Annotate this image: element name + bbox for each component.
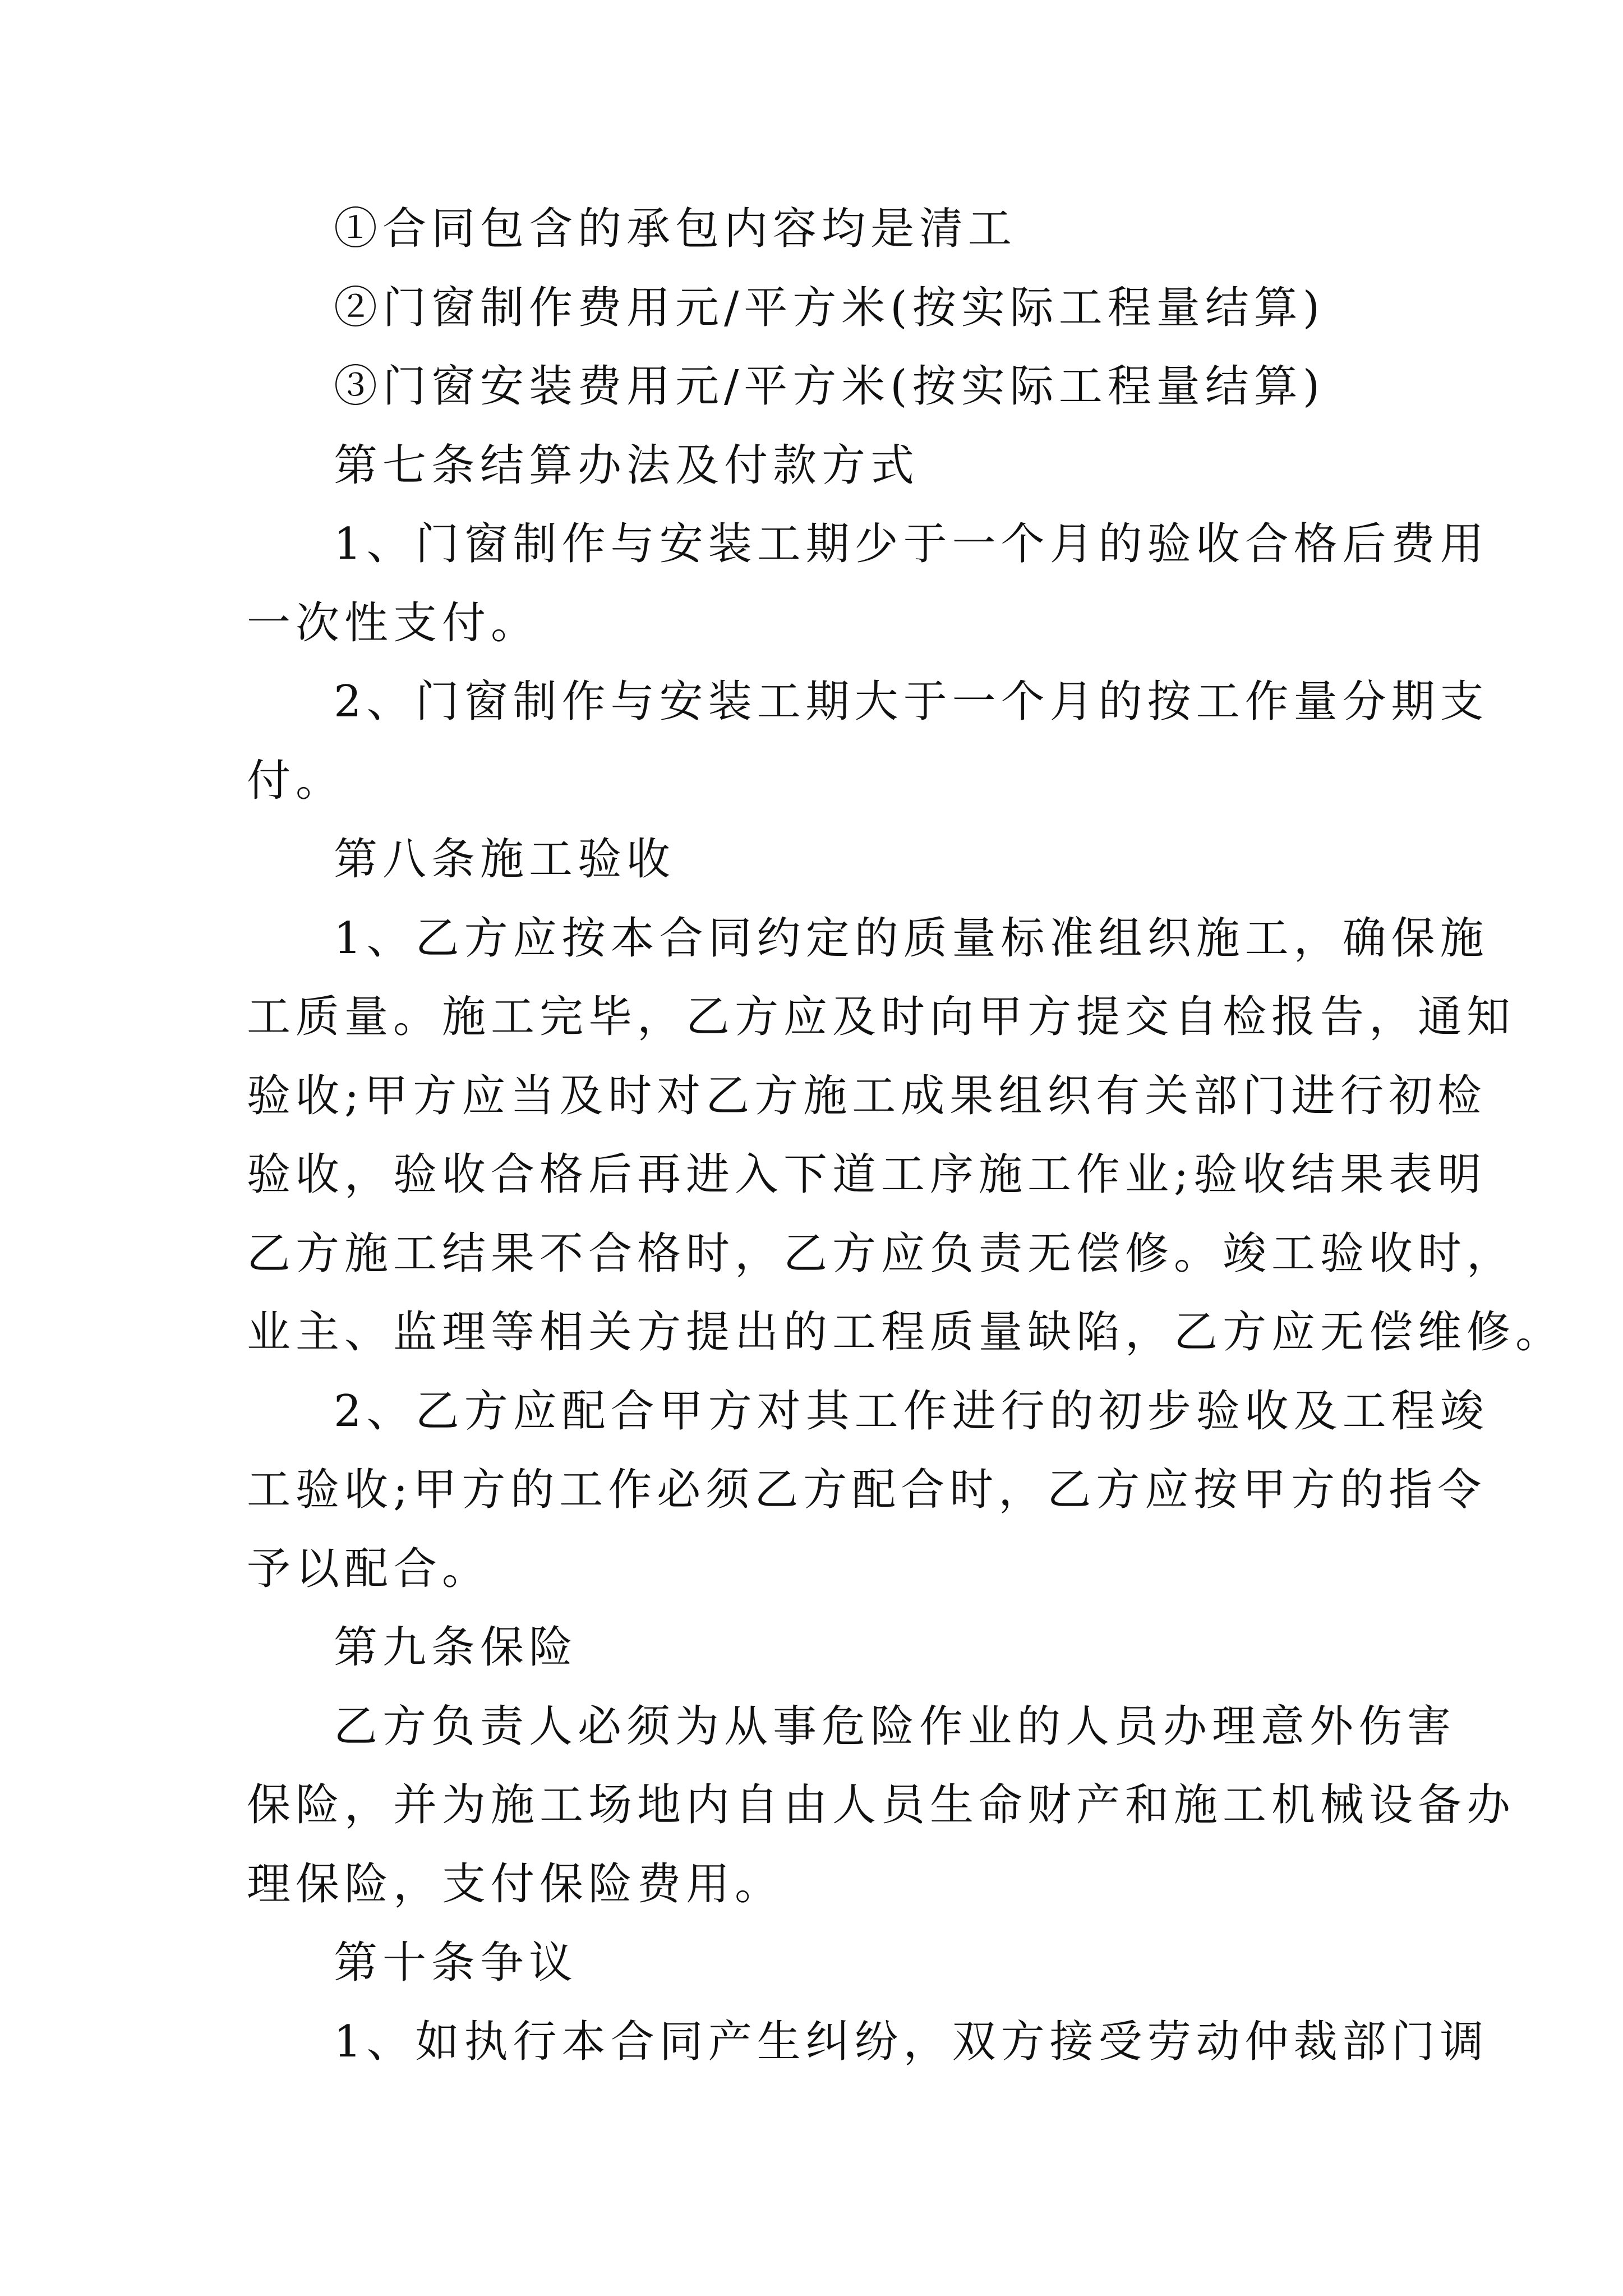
- document-body: [247, 190, 1565, 2081]
- section-heading: 第九条保险: [334, 1622, 578, 1673]
- text-line: 付。: [247, 755, 345, 806]
- text-line: 1、门窗制作与安装工期少于一个月的验收合格后费用: [334, 519, 1489, 569]
- text-line: 验收;甲方应当及时对乙方施工成果组织有关部门进行初检: [247, 1070, 1487, 1121]
- text-line: 验收，验收合格后再进入下道工序施工作业;验收结果表明: [247, 1149, 1487, 1200]
- text-line: 乙方负责人必须为从事危险作业的人员办理意外伤害: [334, 1701, 1456, 1752]
- section-heading: 第八条施工验收: [334, 834, 676, 885]
- text-line: ①合同包含的承包内容均是清工: [334, 204, 1017, 254]
- text-line: 2、门窗制作与安装工期大于一个月的按工作量分期支: [334, 677, 1489, 727]
- text-line: 1、乙方应按本合同约定的质量标准组织施工，确保施: [334, 913, 1489, 964]
- text-line: 理保险，支付保险费用。: [247, 1858, 784, 1910]
- text-line: 一次性支付。: [247, 597, 540, 648]
- text-line: 工质量。施工完毕，乙方应及时向甲方提交自检报告，通知: [247, 992, 1516, 1042]
- text-line: 2、乙方应配合甲方对其工作进行的初步验收及工程竣: [334, 1386, 1489, 1437]
- text-line: 业主、监理等相关方提出的工程质量缺陷，乙方应无偿维修。: [247, 1307, 1565, 1358]
- text-line: 1、如执行本合同产生纠纷，双方接受劳动仲裁部门调: [334, 2016, 1489, 2067]
- text-line: 工验收;甲方的工作必须乙方配合时，乙方应按甲方的指令: [247, 1465, 1487, 1515]
- text-line: ③门窗安装费用元/平方米(按实际工程量结算): [334, 361, 1325, 412]
- text-line: 乙方施工结果不合格时，乙方应负责无偿修。竣工验收时，: [247, 1228, 1516, 1279]
- section-heading: 第七条结算办法及付款方式: [334, 440, 920, 491]
- section-heading: 第十条争议: [334, 1938, 578, 1988]
- text-line: ②门窗制作费用元/平方米(按实际工程量结算): [334, 282, 1325, 333]
- text-line: 予以配合。: [247, 1543, 491, 1594]
- text-line: 保险，并为施工场地内自由人员生命财产和施工机械设备办: [247, 1780, 1516, 1830]
